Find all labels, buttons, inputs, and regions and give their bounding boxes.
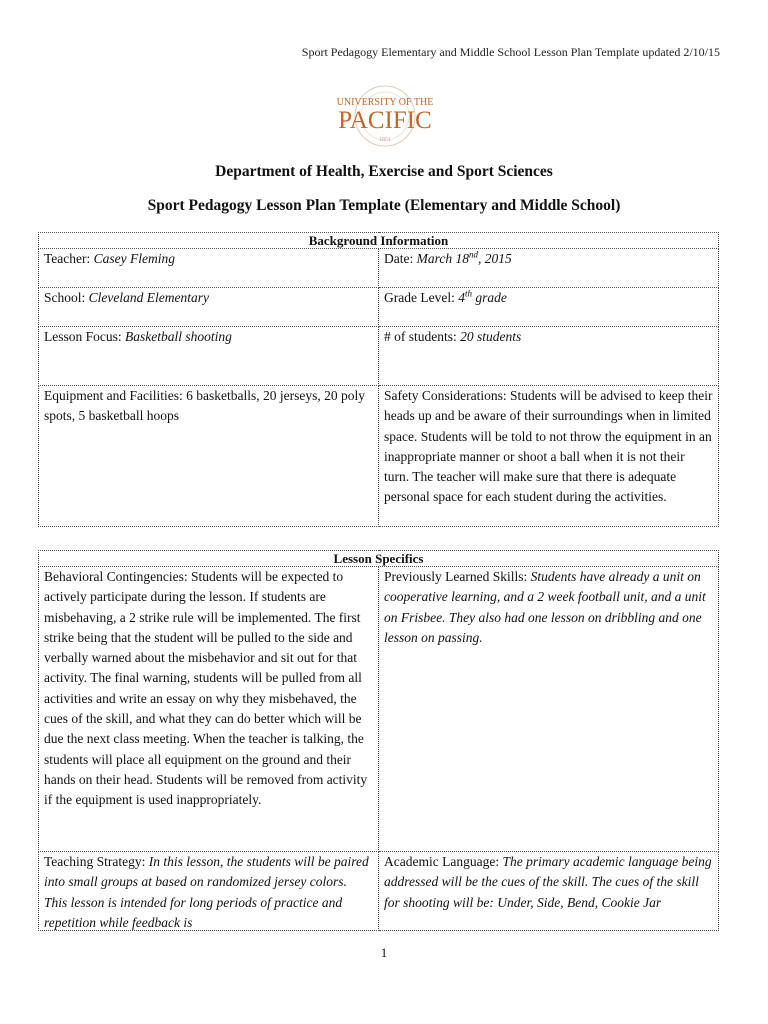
academic-cell (379, 852, 719, 931)
strategy-cell (39, 852, 379, 931)
school-value: Cleveland Elementary (88, 290, 209, 305)
date-cell (379, 249, 719, 288)
students-label: # of students: (384, 329, 457, 344)
date-month-day: March 18 (416, 251, 469, 266)
logo-top-text: UNIVERSITY OF THE (336, 97, 434, 108)
equipment-cell: Equipment and Facilities: 6 basketballs, 20 jerseys, 20 poly spots, 5 basketball hoops (39, 386, 379, 527)
focus-value: Basketball shooting (125, 329, 232, 344)
grade-word: grade (475, 290, 507, 305)
logo-year-text: 1851 (379, 137, 391, 143)
page-number: 1 (380, 945, 388, 960)
specifics-heading: Lesson Specifics (39, 551, 719, 567)
focus-label: Lesson Focus: (44, 329, 122, 344)
date-year: , 2015 (478, 251, 512, 266)
logo-main-text: PACIFIC (338, 107, 432, 134)
students-cell (379, 327, 719, 386)
teacher-value: Casey Fleming (93, 251, 176, 266)
header-note: Sport Pedagogy Elementary and Middle School Lesson Plan Template updated 2/10/15 (301, 45, 720, 59)
grade-suffix: th (464, 288, 472, 299)
grade-number: 4 (458, 290, 465, 305)
school-cell (39, 288, 379, 327)
safety-cell: Safety Considerations: Students will be advised to keep their heads up and be aware of their surroundings when in limited space. Students will be told to not throw the equipment in an inappropriate manner or shoot a ball when it is not their turn. The teacher will make sure that there is adequate personal space for each student during the activities. (379, 386, 719, 527)
date-label: Date: (384, 251, 414, 266)
school-label: School: (44, 290, 86, 305)
background-information-table (38, 232, 719, 527)
previous-label: Previously Learned Skills: (384, 569, 528, 584)
teacher-label: Teacher: (44, 251, 91, 266)
previous-value: Students have already a unit on cooperative learning, and a 2 week football unit, and a unit on Frisbee. They also had one lesson on dribbling and one lesson on passing. (384, 569, 706, 645)
university-logo (330, 84, 440, 152)
template-title: Sport Pedagogy Lesson Plan Template (Elementary and Middle School) (147, 197, 621, 214)
lesson-specifics-table (38, 550, 719, 931)
grade-cell (379, 288, 719, 327)
students-value: 20 students (460, 329, 522, 344)
behavioral-cell: Behavioral Contingencies: Students will be expected to actively participate during the lesson. If students are misbehaving, a 2 strike rule will be implemented. The first strike being that the student will be pulled to the side and verbally warned about the misbehavior and sit out for that activity. The final warning, students will be pulled from all activities and write an essay on why they misbehaved, the cues of the skill, and what they can do better which will be due the next class meeting. When the teacher is talking, the students will place all equipment on the ground and their hands on their head. Students will be removed from activity if the equipment is used inappropriately. (39, 567, 379, 852)
department-title: Department of Health, Exercise and Sport Sciences (215, 163, 553, 180)
strategy-label: Teaching Strategy: (44, 854, 146, 869)
previous-skills-cell (379, 567, 719, 852)
focus-cell (39, 327, 379, 386)
grade-label: Grade Level: (384, 290, 455, 305)
university-seal-icon (330, 84, 440, 152)
background-heading: Background Information (39, 233, 719, 249)
date-suffix: nd (469, 249, 478, 260)
academic-label: Academic Language: (384, 854, 500, 869)
academic-value: The primary academic language being addressed will be the cues of the skill. The cues of the skill for shooting will be: Under, Side, Bend, Cookie Jar (384, 854, 712, 910)
date-value (417, 251, 512, 266)
grade-value (458, 290, 507, 305)
teacher-cell (39, 249, 379, 288)
strategy-value: In this lesson, the students will be paired into small groups at based on randomized jersey colors. This lesson is intended for long periods of practice and repetition while feedback is (44, 854, 369, 930)
